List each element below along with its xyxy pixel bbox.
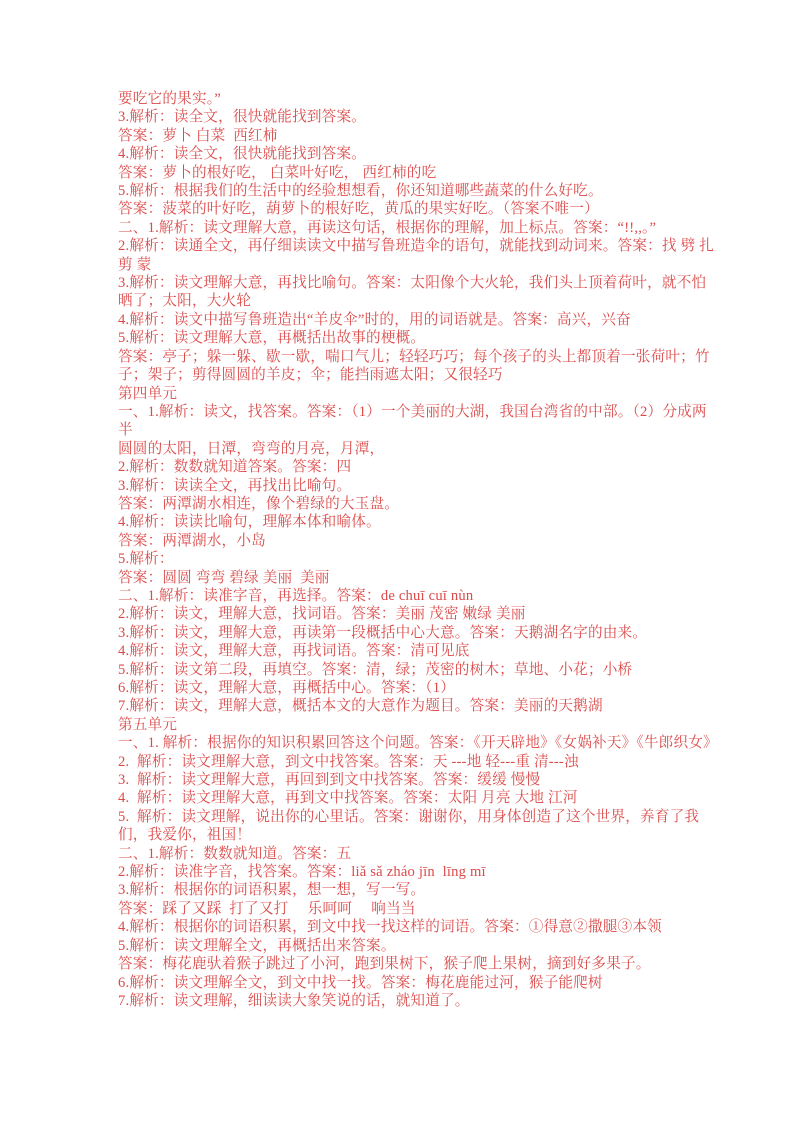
text-line: 6.解析：读文理解全文，到文中找一找。答案：梅花鹿能过河，猴子能爬树 — [118, 974, 603, 991]
text-line: 答案：萝卜 白菜 西红柿 — [118, 127, 278, 144]
text-line: 4.解析：读读比喻句，理解本体和喻体。 — [118, 514, 381, 531]
text-line: 二、1.解析：读准字音，再选择。答案：de chuī cuī nùn — [118, 587, 474, 604]
text-line: 5.解析：读文理解全文，再概括出来答案。 — [118, 937, 396, 954]
text-line: 答案：萝卜的根好吃， 白菜叶好吃， 西红柿的吃 — [118, 164, 437, 181]
text-line: 答案：梅花鹿驮着猴子跳过了小河，跑到果树下，猴子爬上果树，摘到好多果子。 — [118, 956, 651, 973]
text-line: 3.解析：读文理解大意，再找比喻句。答案：太阳像个大火轮，我们头上顶着荷叶，就不怕 — [118, 275, 707, 292]
text-line: 4.解析：读全文，很快就能找到答案。 — [118, 146, 367, 163]
text-line: 子；架子；剪得圆圆的羊皮；伞；能挡雨遮太阳；又很轻巧 — [118, 367, 503, 384]
text-line: 5.解析：读文第二段，再填空。答案：清，绿；茂密的树木；草地、小花；小桥 — [118, 661, 633, 678]
text-line: 二、1.解析：数数就知道。答案：五 — [118, 845, 352, 862]
text-line: 7.解析：读文，理解大意，概括本文的大意作为题目。答案：美丽的天鹅湖 — [118, 698, 603, 715]
text-line: 5.解析：根据我们的生活中的经验想想看，你还知道哪些蔬菜的什么好吃。 — [118, 183, 603, 200]
text-line: 一、1.解析：读文，找答案。答案：（1）一个美丽的大湖，我国台湾省的中部。（2）分成两 — [118, 403, 707, 420]
text-line: 答案：亭子；躲一躲、歇一歇，喘口气儿；轻轻巧巧；每个孩子的头上都顶着一张荷叶；竹 — [118, 348, 710, 365]
text-line: 4.解析：读文中描写鲁班造出“羊皮伞”时的，用的词语就是。答案：高兴，兴奋 — [118, 311, 631, 328]
text-line: 6.解析：读文，理解大意，再概括中心。答案：（1） — [118, 680, 456, 696]
text-line: 答案：两潭湖水，小岛 — [118, 532, 266, 549]
text-line: 圆圆的太阳，日潭，弯弯的月亮，月潭， — [118, 440, 385, 457]
text-line: 第四单元 — [118, 385, 178, 402]
text-line: 答案：踩了又踩 打了又打 乐呵呵 响当当 — [118, 900, 416, 917]
text-line: 答案：圆圆 弯弯 碧绿 美丽 美丽 — [118, 569, 330, 586]
text-line: 一、1. 解析：根据你的知识积累回答这个问题。答案：《开天辟地》《女娲补天》《牛郎织女》 — [118, 735, 718, 752]
text-line: 5.解析：读文理解大意，再概括出故事的梗概。 — [118, 330, 426, 347]
text-line: 第五单元 — [118, 716, 178, 733]
text-line: 2.解析：数数就知道答案。答案：四 — [118, 459, 352, 476]
text-line: 剪 蒙 — [118, 256, 152, 273]
text-line: 答案：两潭湖水相连，像个碧绿的大玉盘。 — [118, 495, 400, 512]
text-line: 4.解析：读文，理解大意，再找词语。答案：清可见底 — [118, 643, 470, 660]
text-line: 要吃它的果实。” — [118, 91, 221, 107]
text-line: 3.解析：读全文，很快就能找到答案。 — [118, 109, 367, 126]
text-line: 二、1.解析：读文理解大意，再读这句话，根据你的理解，加上标点。答案：“!!,,。” — [118, 219, 657, 236]
document-body — [118, 90, 718, 1010]
text-line: 2.解析：读通全文，再仔细读读文中描写鲁班造伞的语句，就能找到动词来。答案：找 劈 扎 — [118, 238, 715, 255]
text-line: 们，我爱你，祖国！ — [118, 827, 252, 844]
text-line: 5. 解析：读文理解，说出你的心里话。答案：谢谢你，用身体创造了这个世界，养育了我 — [118, 808, 700, 825]
text-line: 答案：菠菜的叶好吃，葫萝卜的根好吃，黄瓜的果实好吃。（答案不唯一） — [118, 201, 599, 218]
text-line: 半 — [118, 422, 133, 439]
text-line: 3.解析：读文，理解大意，再读第一段概括中心大意。答案：天鹅湖名字的由来。 — [118, 624, 648, 641]
text-line: 3. 解析：读文理解大意，再回到到文中找答案。答案：缓缓 慢慢 — [118, 772, 541, 789]
text-line: 4.解析：根据你的词语积累，到文中找一找这样的词语。答案：①得意②撒腿③本领 — [118, 919, 662, 936]
text-line: 3.解析：根据你的词语积累，想一想，写一写。 — [118, 882, 426, 899]
text-line: 晒了；太阳，大火轮 — [118, 293, 252, 310]
text-line: 3.解析：读读全文，再找出比喻句。 — [118, 477, 352, 494]
text-line: 4. 解析：读文理解大意，再到文中找答案。答案：太阳 月亮 大地 江河 — [118, 790, 578, 807]
text-line: 2.解析：读文，理解大意，找词语。答案：美丽 茂密 嫩绿 美丽 — [118, 606, 526, 623]
text-line: 7.解析：读文理解，细读读大象笑说的话，就知道了。 — [118, 992, 470, 1009]
text-line: 2.解析：读准字音，找答案。答案：liǎ sǎ zháo jīn līng mī — [118, 864, 486, 881]
text-line: 2. 解析：读文理解大意，到文中找答案。答案：天 ---地 轻---重 清---浊 — [118, 753, 579, 770]
text-line: 5.解析： — [118, 551, 174, 568]
